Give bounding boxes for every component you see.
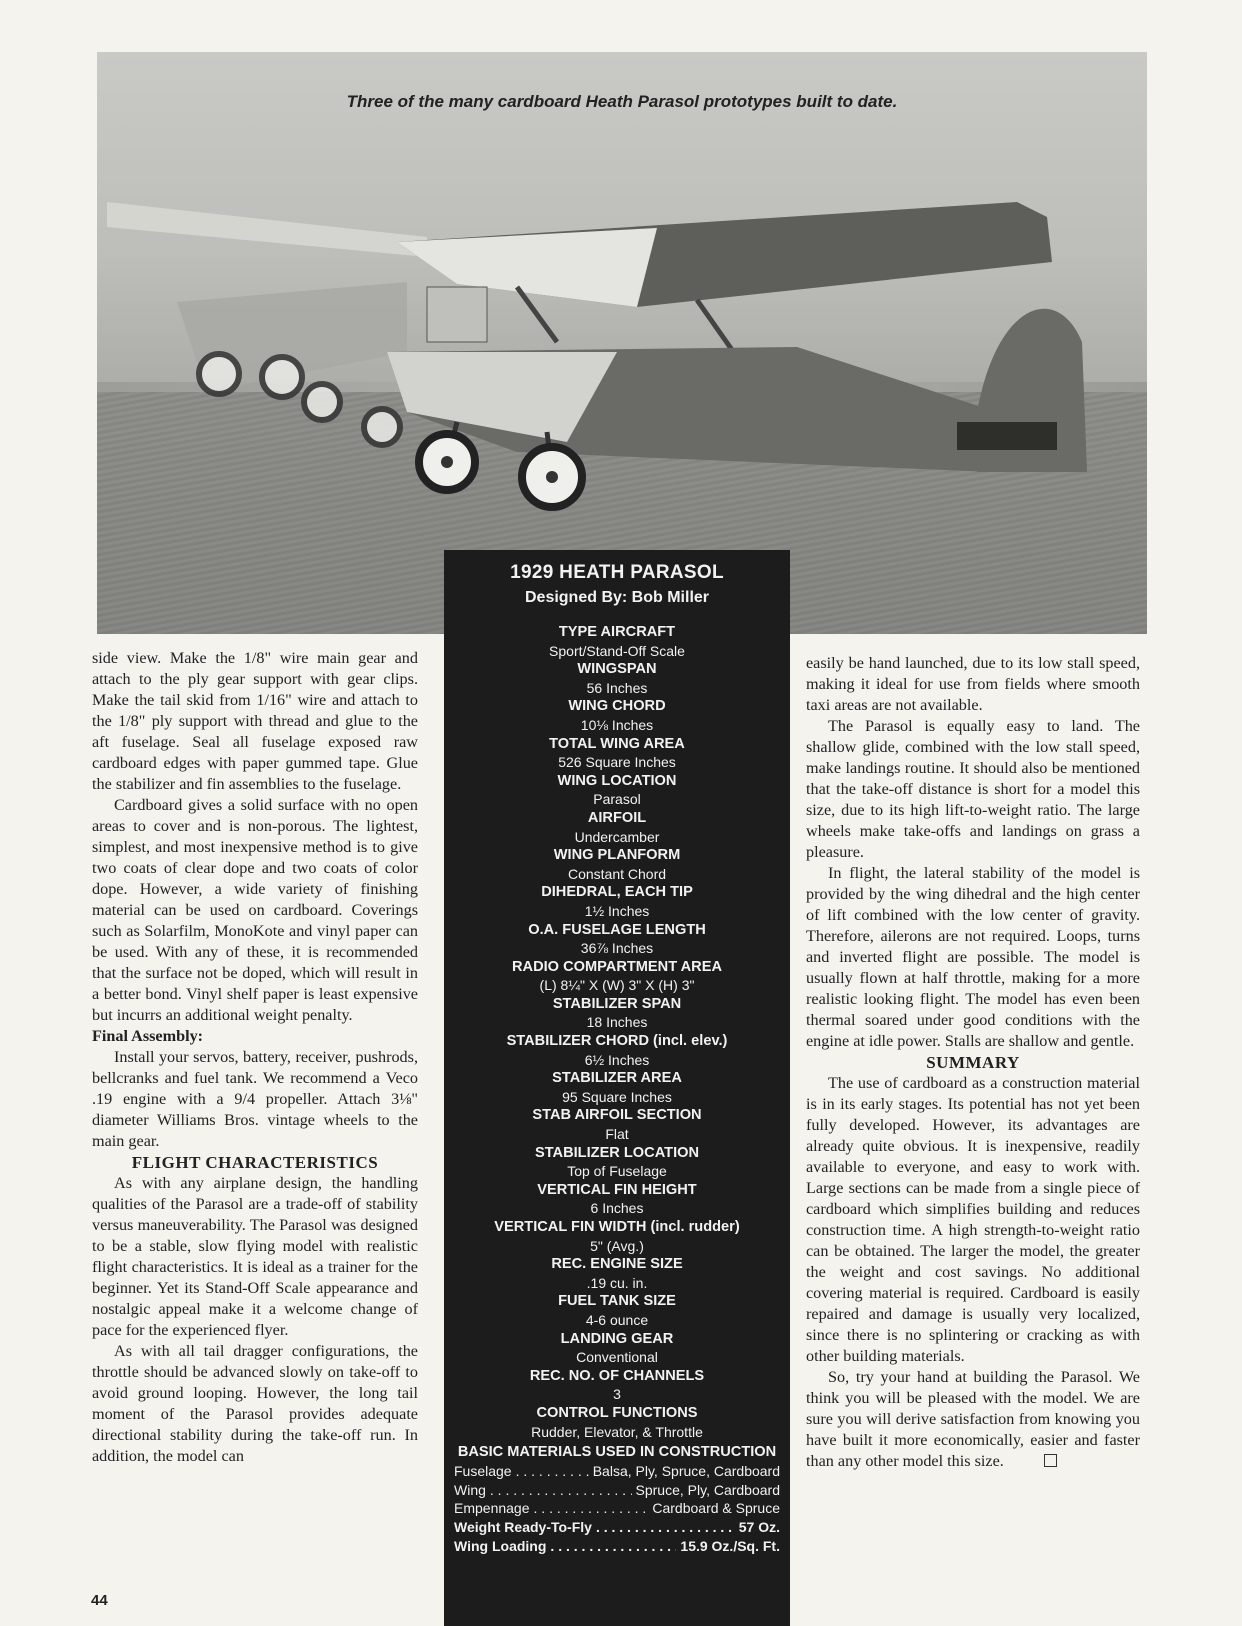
aircraft-photo bbox=[97, 52, 1147, 634]
spec-label: CONTROL FUNCTIONS bbox=[536, 1404, 698, 1421]
specifications-box bbox=[444, 550, 790, 1626]
page-number: 44 bbox=[91, 1592, 108, 1609]
spec-label: AIRFOIL bbox=[587, 809, 647, 826]
paragraph: side view. Make the 1/8" wire main gear and attach to the ply gear support with gear clips. Make the tail skid from 1/16" wire and attach to the 1/8" ply support with thread and glue to the aft fuselage. Seal all fuselage exposed raw cardboard edges with paper gummed tape. Glue the stabilizer and fin assemblies to the fuselage. bbox=[92, 649, 418, 793]
spec-value: 3 bbox=[613, 1386, 621, 1403]
spec-value: (L) 8¼" X (W) 3" X (H) 3" bbox=[539, 977, 695, 994]
spec-label: VERTICAL FIN HEIGHT bbox=[537, 1181, 697, 1198]
spec-value: 10⅛ Inches bbox=[580, 716, 654, 733]
row-value: Balsa, Ply, Spruce, Cardboard bbox=[592, 1463, 780, 1480]
spec-list bbox=[444, 623, 790, 1441]
spec-value: .19 cu. in. bbox=[586, 1274, 648, 1291]
row-key: Empennage bbox=[454, 1500, 530, 1517]
weight-row bbox=[454, 1518, 780, 1537]
back-plane bbox=[107, 202, 427, 445]
row-value: Cardboard & Spruce bbox=[652, 1500, 780, 1517]
spec-value: 5" (Avg.) bbox=[590, 1237, 644, 1254]
spec-value: 1½ Inches bbox=[584, 902, 650, 919]
spec-value: Sport/Stand-Off Scale bbox=[549, 642, 685, 659]
paragraph: Install your servos, battery, receiver, pushrods, bellcranks and fuel tank. We recommend a Veco .19 engine with a 9/4 propeller. Attach 3⅛" diameter Williams Bros. vintage wheels to the main gear. bbox=[92, 1048, 418, 1150]
spec-label: WING LOCATION bbox=[557, 772, 677, 789]
photo-caption: Three of the many cardboard Heath Parasol prototypes built to date. bbox=[346, 92, 898, 111]
flight-characteristics-heading: FLIGHT CHARACTERISTICS bbox=[131, 1153, 379, 1172]
spec-value: 526 Square Inches bbox=[558, 754, 676, 771]
spec-label: STABILIZER LOCATION bbox=[534, 1144, 700, 1161]
material-row bbox=[454, 1499, 780, 1518]
paragraph: As with any airplane design, the handling qualities of the Parasol are a trade-off of stability versus maneuverability. The Parasol was designed to be a stable, slow flying model with realistic flight characteristics. It is ideal as a trainer for the beginner. Yet its Stand-Off Scale appearance and nostalgic appeal make it a welcome change of pace for the experienced flyer. bbox=[92, 1174, 418, 1339]
paragraph: Cardboard gives a solid surface with no open areas to cover and is non-porous. The lightest, simplest, and most inexpensive method is to give two coats of clear dope and two coats of color dope. However, a wide variety of finishing material can be used on cardboard. Coverings such as Solarfilm, MonoKote and vinyl paper can be used. With any of these, it is recommended that the surface not be doped, which will result in a better bond. Vinyl shelf paper is least expensive but incurrs an additional weight penalty. bbox=[92, 796, 418, 1024]
spec-label: REC. ENGINE SIZE bbox=[551, 1256, 683, 1273]
paragraph: The Parasol is equally easy to land. The shallow glide, combined with the low stall speed, make landings routine. It should also be mentioned that the take-off distance is short for a model this size, due to its high lift-to-weight ratio. The large wheels make take-offs and landings on grass a pleasure. bbox=[806, 717, 1140, 861]
row-key: Wing Loading bbox=[454, 1537, 547, 1554]
spec-value: Undercamber bbox=[574, 828, 660, 845]
spec-label: STAB AIRFOIL SECTION bbox=[532, 1107, 702, 1124]
leader-dots bbox=[596, 1518, 735, 1537]
weights-list bbox=[454, 1518, 780, 1555]
spec-value: Top of Fuselage bbox=[567, 1163, 667, 1180]
right-column bbox=[806, 653, 1140, 1472]
spec-value: 4-6 ounce bbox=[585, 1311, 649, 1328]
spec-value: 18 Inches bbox=[586, 1014, 648, 1031]
left-column bbox=[92, 648, 418, 1467]
spec-label: LANDING GEAR bbox=[560, 1330, 674, 1347]
spec-label: TOTAL WING AREA bbox=[549, 735, 685, 752]
specs-title: 1929 HEATH PARASOL bbox=[510, 562, 724, 583]
spec-label: WINGSPAN bbox=[577, 661, 657, 678]
paragraph: In flight, the lateral stability of the model is provided by the wing dihedral and the high center of lift combined with the low center of gravity. Therefore, ailerons are not required. Loops, turns and inverted flight are possible. The model is usually flown at half throttle, making for a more realistic looking flight. The model has even been thermal soared under good conditions with the engine at idle power. Stalls are shallow and gentle. bbox=[806, 864, 1140, 1050]
weight-row bbox=[454, 1537, 780, 1556]
spec-value: Rudder, Elevator, & Throttle bbox=[531, 1423, 703, 1440]
spec-value: 95 Square Inches bbox=[562, 1088, 672, 1105]
spec-value: Conventional bbox=[576, 1349, 658, 1366]
paragraph: easily be hand launched, due to its low stall speed, making it ideal for use from fields where smooth taxi areas are not available. bbox=[806, 654, 1140, 714]
leader-dots bbox=[534, 1499, 649, 1518]
spec-value: Constant Chord bbox=[567, 865, 667, 882]
spec-value: 6 Inches bbox=[590, 1200, 644, 1217]
spec-label: STABILIZER SPAN bbox=[552, 995, 682, 1012]
parasol-planes-illustration bbox=[97, 52, 1147, 634]
materials-section bbox=[444, 1443, 790, 1555]
materials-list bbox=[454, 1462, 780, 1518]
spec-label: STABILIZER CHORD (incl. elev.) bbox=[506, 1033, 728, 1050]
row-key: Weight Ready-To-Fly bbox=[454, 1518, 592, 1535]
spec-label: DIHEDRAL, EACH TIP bbox=[541, 884, 693, 901]
spec-label: RADIO COMPARTMENT AREA bbox=[512, 958, 722, 975]
leader-dots bbox=[550, 1537, 676, 1556]
spec-label: WING PLANFORM bbox=[553, 847, 681, 864]
spec-value: 36⅞ Inches bbox=[580, 940, 654, 957]
summary-heading: SUMMARY bbox=[926, 1053, 1020, 1072]
materials-heading: BASIC MATERIALS USED IN CONSTRUCTION bbox=[457, 1444, 777, 1461]
row-value: 15.9 Oz./Sq. Ft. bbox=[680, 1537, 780, 1554]
material-row bbox=[454, 1481, 780, 1500]
spec-label: TYPE AIRCRAFT bbox=[558, 624, 676, 640]
spec-label: REC. NO. OF CHANNELS bbox=[529, 1367, 705, 1384]
material-row bbox=[454, 1462, 780, 1481]
leader-dots bbox=[516, 1462, 589, 1481]
spec-value: Parasol bbox=[593, 791, 641, 808]
front-plane bbox=[387, 202, 1087, 507]
spec-label: VERTICAL FIN WIDTH (incl. rudder) bbox=[494, 1219, 740, 1235]
spec-label: STABILIZER AREA bbox=[552, 1070, 682, 1087]
end-of-article-mark bbox=[1044, 1454, 1057, 1467]
row-value: Spruce, Ply, Cardboard bbox=[635, 1481, 780, 1498]
paragraph bbox=[806, 1367, 1140, 1472]
spec-value: 56 Inches bbox=[586, 679, 648, 696]
spec-label: WING CHORD bbox=[568, 698, 666, 715]
row-value: 57 Oz. bbox=[738, 1518, 780, 1535]
specs-designer: Designed By: Bob Miller bbox=[524, 589, 710, 606]
spec-value: Flat bbox=[605, 1126, 629, 1143]
closing-text: So, try your hand at building the Parasol. We think you will be pleased with the model. We are sure you will derive satisfaction from knowing you have built it more economically, easier and faster than any other model this size. bbox=[806, 1368, 1140, 1470]
final-assembly-heading: Final Assembly: bbox=[92, 1027, 204, 1045]
spec-label: FUEL TANK SIZE bbox=[558, 1293, 676, 1310]
spec-value: 6½ Inches bbox=[584, 1051, 650, 1068]
row-key: Wing bbox=[454, 1481, 486, 1498]
paragraph: The use of cardboard as a construction material is in its early stages. Its potential has not yet been fully developed. However, its advantages are already quite obvious. It is inexpensive, readily available to everyone, and easy to work with. Large sections can be made from a single piece of cardboard which simplifies building and reduces construction time. A high strength-to-weight ratio can be obtained. The larger the model, the greater the weight and cost savings. No additional covering material is required. Cardboard is easily repaired and damage is usually very localized, since there is no splintering or cracking as with other building materials. bbox=[806, 1074, 1140, 1365]
row-key: Fuselage bbox=[454, 1463, 512, 1480]
spec-label: O.A. FUSELAGE LENGTH bbox=[528, 921, 706, 938]
paragraph: As with all tail dragger configurations, the throttle should be advanced slowly on take-off to avoid ground looping. However, the long tail moment of the Parasol provides adequate directional stability during the take-off run. In addition, the model can bbox=[92, 1342, 418, 1465]
leader-dots bbox=[490, 1481, 632, 1500]
